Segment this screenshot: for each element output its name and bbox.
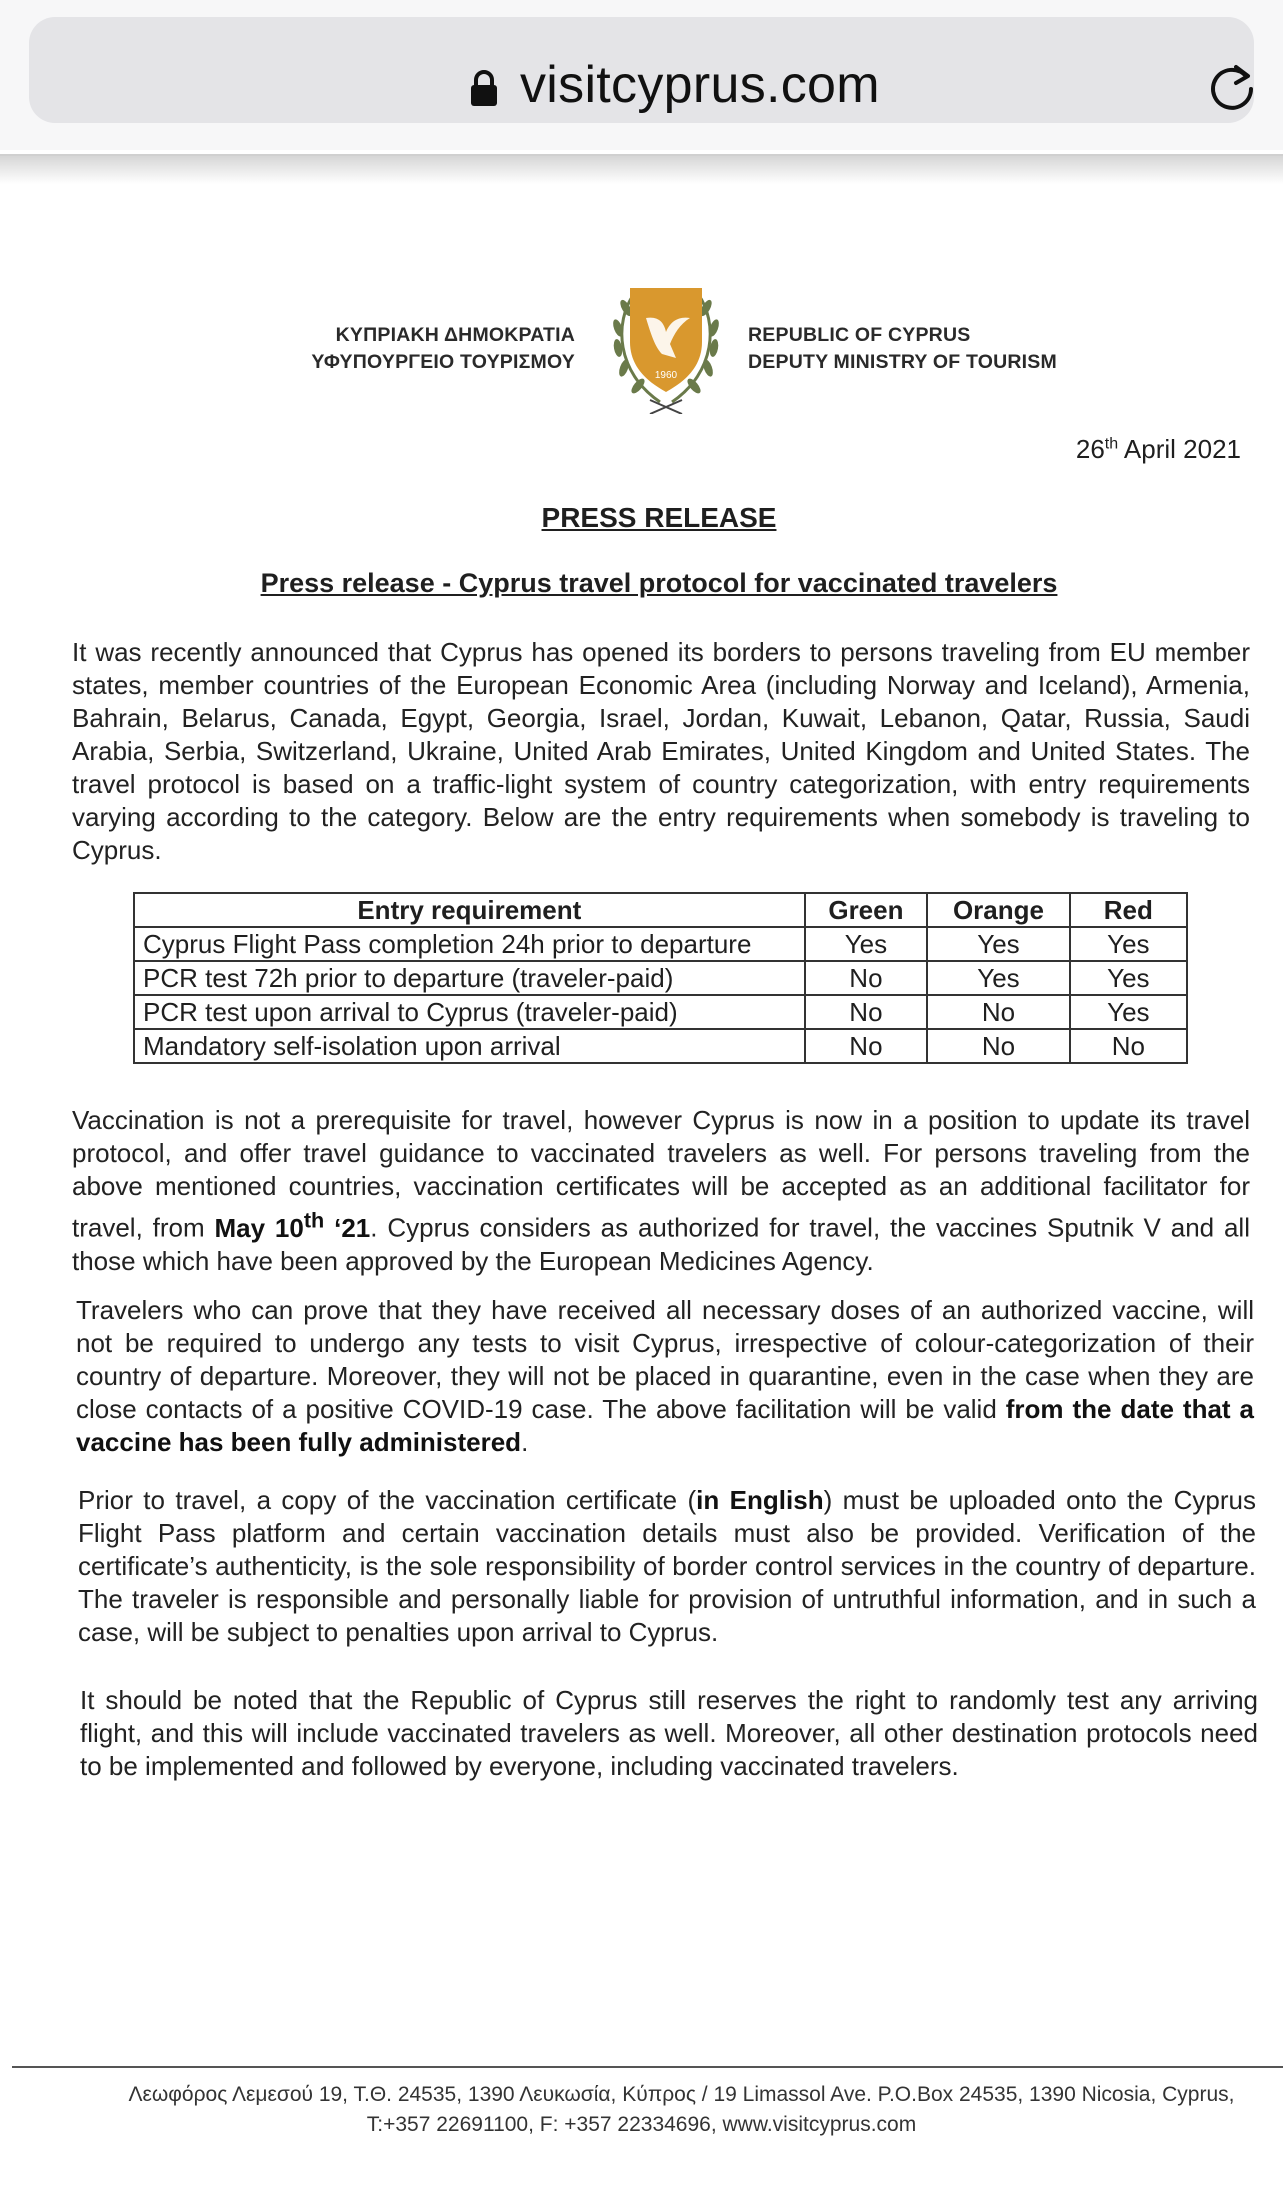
paragraph-text: Vaccination is not a prerequisite for travel, however Cyprus is now in a position to update its travel protocol, and offer travel guidance to vaccinated travelers as well. For persons traveling from the above mentioned countries, vaccination certificates will be accepted as an additional facilitator for travel, from (72, 1105, 1250, 1243)
table-cell: Yes (927, 961, 1070, 995)
entry-requirements-table (133, 892, 1188, 1064)
date-rest: April 2021 (1118, 434, 1241, 464)
paragraph-text: Prior to travel, a copy of the vaccination certificate ( (78, 1485, 697, 1515)
table-header: Green (805, 893, 928, 927)
release-date (1076, 434, 1241, 465)
table-cell: PCR test 72h prior to departure (traveler-paid) (134, 961, 805, 995)
table-cell: No (927, 1029, 1070, 1063)
letterhead-greek-line2: ΥΦΥΠΟΥΡΓΕΙΟ ΤΟΥΡΙΣΜΟΥ (311, 351, 575, 373)
table-row (134, 927, 1187, 961)
table-header: Entry requirement (134, 893, 805, 927)
letterhead-english-line1: REPUBLIC OF CYPRUS (748, 324, 971, 346)
table-cell: PCR test upon arrival to Cyprus (traveler-paid) (134, 995, 805, 1029)
bold-date-suffix: th (303, 1207, 325, 1232)
table-cell: Mandatory self-isolation upon arrival (134, 1029, 805, 1063)
paragraph-text: ) must be uploaded onto the Cyprus Flight Pass platform and certain vaccination details must also be provided. Verification of the certificate’s authenticity, is the sole responsibility of border control services in the country of departure. The traveler is responsible and personally liable for provision of untruthful information, and in such a case, will be subject to penalties upon arrival to Cyprus. (78, 1485, 1256, 1647)
bold-text: in English (696, 1485, 824, 1515)
table-header: Orange (927, 893, 1070, 927)
toolbar-shadow (0, 156, 1283, 184)
vaccination-paragraph (72, 1104, 1250, 1278)
cyprus-coat-of-arms-icon (600, 282, 732, 414)
closing-paragraph: It should be noted that the Republic of Cyprus still reserves the right to randomly test any arriving flight, and this will include vaccinated travelers as well. Moreover, all other destination protocols need to be implemented and followed by everyone, including vaccinated travelers. (80, 1685, 1258, 1781)
table-header-row (134, 893, 1187, 927)
intro-paragraph: It was recently announced that Cyprus has opened its borders to persons traveling from EU member states, member countries of the European Economic Area (including Norway and Iceland), Armenia, Bahrain, Belarus, Canada, Egypt, Georgia, Israel, Jordan, Kuwait, Lebanon, Qatar, Russia, Saudi Arabia, Serbia, Switzerland, Ukraine, United Arab Emirates, United Kingdom and United States. The travel protocol is based on a traffic-light system of country categorization, with entry requirements varying according to the category. Below are the entry requirements when somebody is traveling to Cyprus. (72, 637, 1250, 865)
svg-text:1960: 1960 (654, 370, 678, 381)
paragraph-text: . Cyprus considers as authorized for travel, the vaccines Sputnik V and all those which have been approved by the European Medicines Agency. (72, 1212, 1250, 1276)
table-cell: Yes (1070, 961, 1187, 995)
table-cell: No (805, 995, 928, 1029)
table-cell: No (805, 961, 928, 995)
footer-address: Λεωφόρος Λεμεσού 19, Τ.Θ. 24535, 1390 Λευκωσία, Κύπρος / 19 Limassol Ave. P.O.Box 24535, 1390 Nicosia, Cyprus, (128, 2083, 1235, 2106)
bold-date (214, 1207, 371, 1243)
footer-divider (12, 2066, 1283, 2068)
date-suffix: th (1104, 435, 1119, 453)
press-release-title: Press release - Cyprus travel protocol for vaccinated travelers (260, 568, 1058, 598)
browser-toolbar (0, 0, 1283, 150)
url-text[interactable]: visitcyprus.com (520, 56, 880, 114)
bold-date-day: May 10 (214, 1212, 304, 1243)
table-row (134, 961, 1187, 995)
table-cell: Yes (1070, 927, 1187, 961)
table-cell: Cyprus Flight Pass completion 24h prior to departure (134, 927, 805, 961)
paragraph-text: Travelers who can prove that they have received all necessary doses of an authorized vaccine, will not be required to undergo any tests to visit Cyprus, irrespective of colour-categorization of their country of departure. Moreover, they will not be placed in quarantine, even in the case when they are close contacts of a positive COVID-19 case. The above facilitation will be valid (76, 1295, 1254, 1424)
footer (0, 2080, 1283, 2140)
table-row (134, 995, 1187, 1029)
table-cell: Yes (1070, 995, 1187, 1029)
letterhead-english (748, 322, 1057, 376)
press-release-heading: PRESS RELEASE (541, 502, 777, 533)
address-bar[interactable] (29, 17, 1254, 123)
table-cell: Yes (927, 927, 1070, 961)
date-day: 26 (1075, 434, 1105, 464)
paragraph-text: . (521, 1427, 529, 1457)
reload-icon[interactable] (1206, 61, 1258, 113)
table-row (134, 1029, 1187, 1063)
certificate-paragraph (78, 1484, 1256, 1649)
table-cell: Yes (805, 927, 928, 961)
bold-date-year: ‘21 (324, 1212, 371, 1243)
table-cell: No (1070, 1029, 1187, 1063)
lock-icon (470, 69, 498, 107)
table-header: Red (1070, 893, 1187, 927)
letterhead-english-line2: DEPUTY MINISTRY OF TOURISM (748, 351, 1057, 373)
footer-contact: T:+357 22691100, F: +357 22334696, www.visitcyprus.com (366, 2113, 917, 2136)
letterhead-greek-line1: ΚΥΠΡΙΑΚΗ ΔΗΜΟΚΡΑΤΙΑ (335, 324, 575, 346)
tests-paragraph (76, 1294, 1254, 1459)
table-cell: No (805, 1029, 928, 1063)
bold-text: from the date that a vaccine has been fully administered (76, 1394, 1254, 1457)
table-cell: No (927, 995, 1070, 1029)
letterhead-greek (311, 322, 575, 376)
